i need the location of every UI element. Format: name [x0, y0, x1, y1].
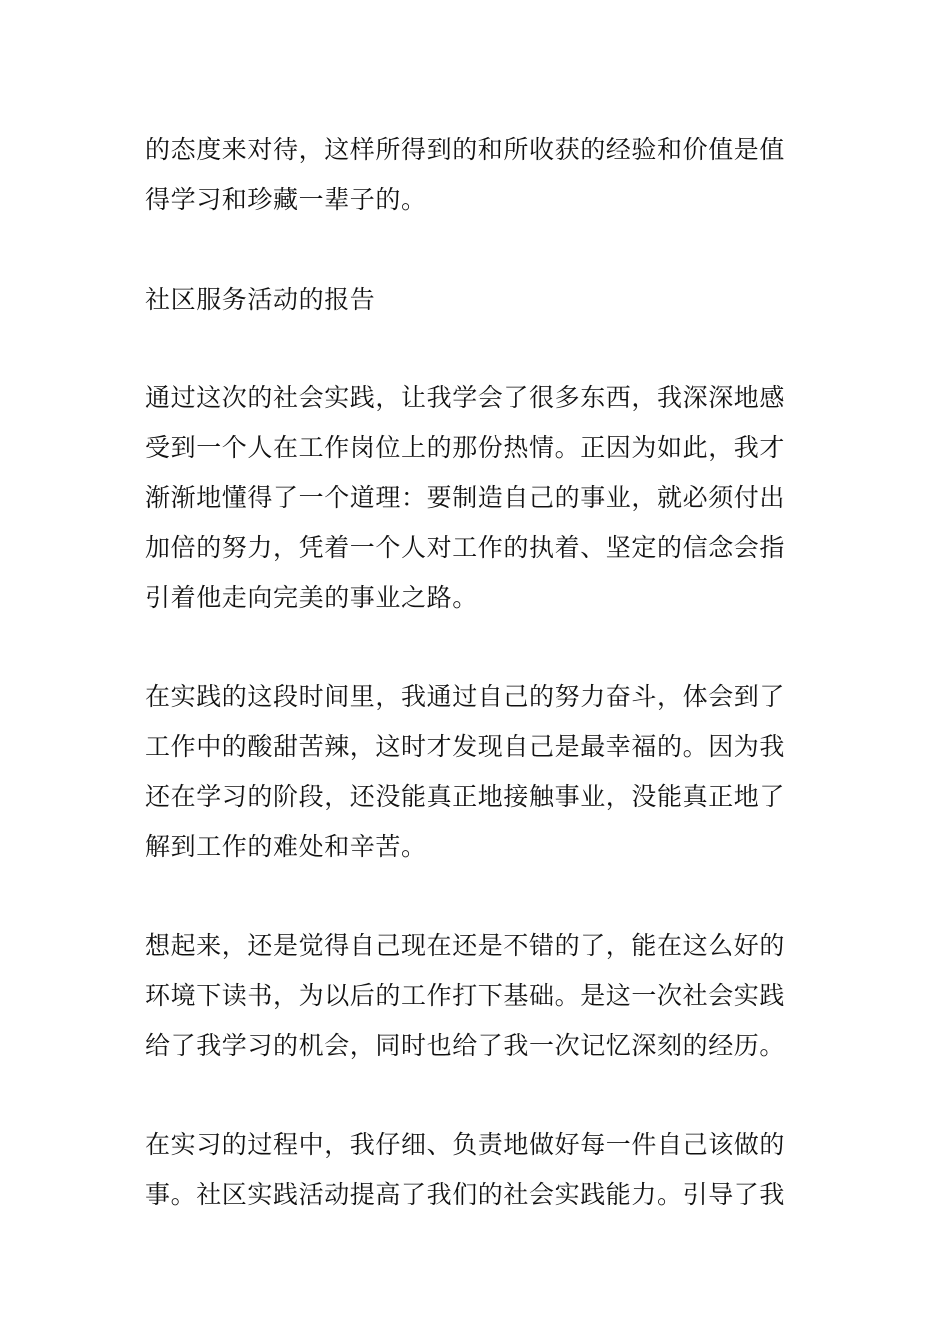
- text-line: 加倍的努力，凭着一个人对工作的执着、坚定的信念会指: [145, 533, 786, 562]
- text-line: 环境下读书，为以后的工作打下基础。是这一次社会实践: [145, 981, 786, 1010]
- text-line: 渐渐地懂得了一个道理：要制造自己的事业，就必须付出: [145, 483, 786, 512]
- text-line: 的态度来对待，这样所得到的和所收获的经验和价值是值: [145, 135, 786, 164]
- section-heading: 社区服务活动的报告: [145, 285, 376, 314]
- text-line: 事。社区实践活动提高了我们的社会实践能力。引导了我: [145, 1180, 786, 1209]
- text-line: 给了我学习的机会，同时也给了我一次记忆深刻的经历。: [145, 1031, 786, 1060]
- text-line: 引着他走向完美的事业之路。: [145, 583, 478, 612]
- text-line: 想起来，还是觉得自己现在还是不错的了，能在这么好的: [145, 931, 786, 960]
- text-line: 得学习和珍藏一辈子的。: [145, 185, 427, 214]
- text-line: 工作中的酸甜苦辣，这时才发现自己是最幸福的。因为我: [145, 732, 786, 761]
- text-line: 通过这次的社会实践，让我学会了很多东西，我深深地感: [145, 383, 786, 412]
- text-line: 在实践的这段时间里，我通过自己的努力奋斗，体会到了: [145, 682, 786, 711]
- text-line: 还在学习的阶段，还没能真正地接触事业，没能真正地了: [145, 782, 786, 811]
- text-line: 解到工作的难处和辛苦。: [145, 832, 427, 861]
- text-line: 受到一个人在工作岗位上的那份热情。正因为如此，我才: [145, 433, 786, 462]
- text-line: 在实习的过程中，我仔细、负责地做好每一件自己该做的: [145, 1130, 786, 1159]
